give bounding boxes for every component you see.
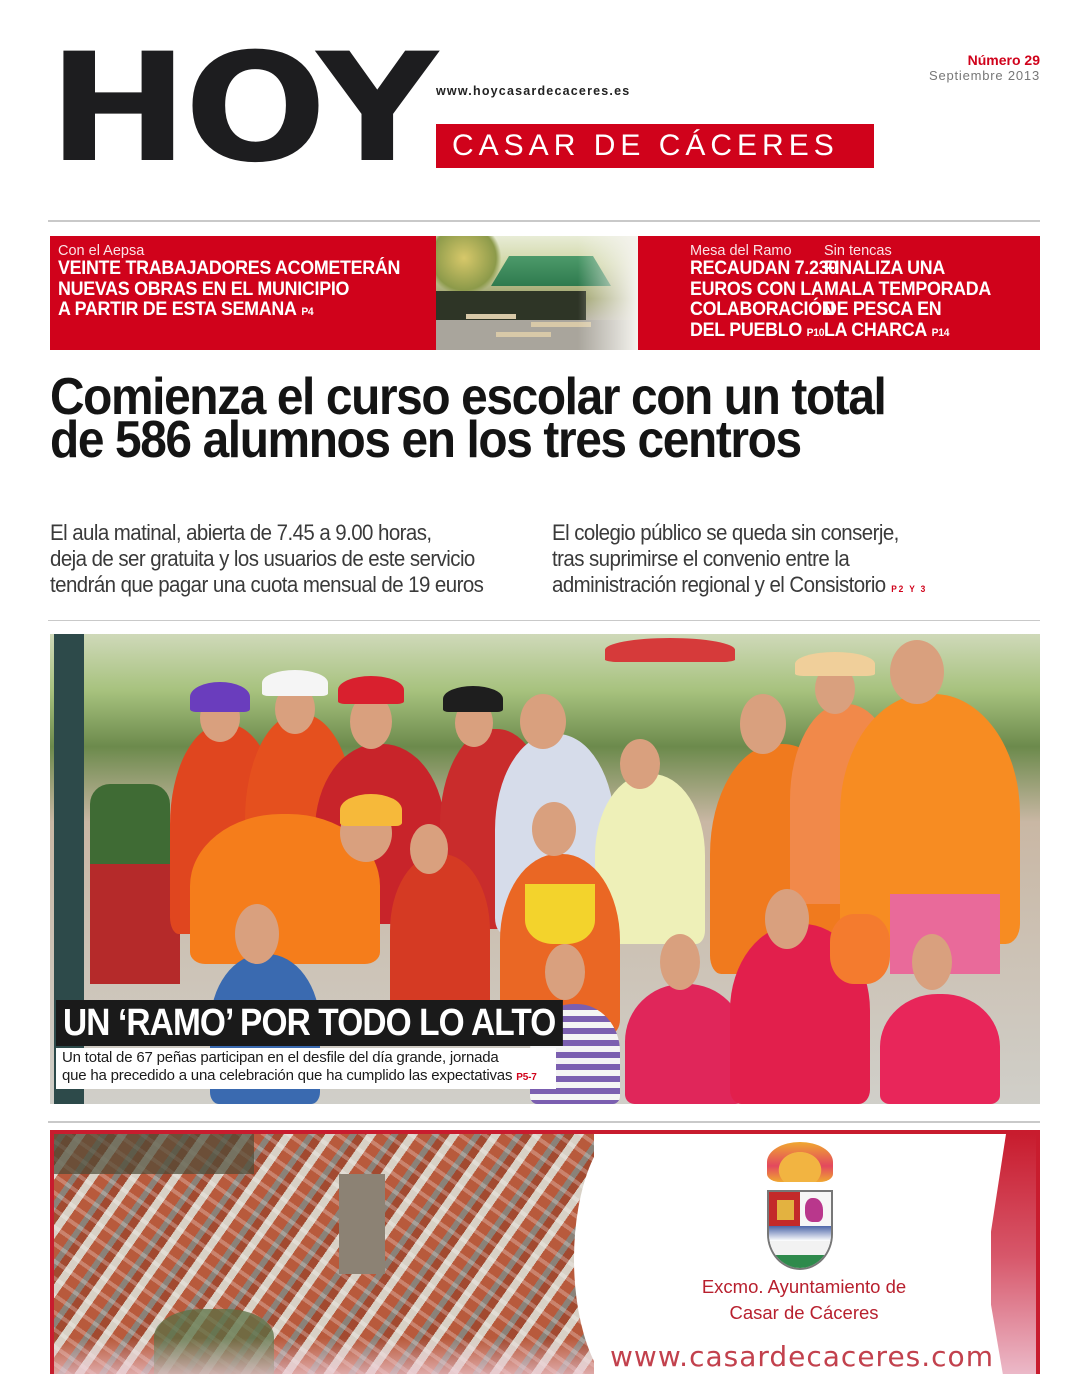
page-ref: P4 bbox=[301, 306, 314, 318]
headline-line: EUROS CON LA bbox=[690, 278, 824, 300]
teaser-headline bbox=[690, 258, 838, 343]
photo-face bbox=[890, 640, 944, 704]
teaser-kicker: Sin tencas bbox=[824, 243, 892, 259]
teaser-aepsa[interactable] bbox=[50, 236, 436, 350]
divider bbox=[48, 1121, 1040, 1123]
photo-face bbox=[620, 739, 660, 789]
photo-hat bbox=[795, 652, 875, 676]
teaser-kicker: Mesa del Ramo bbox=[690, 243, 792, 259]
photo-story-title[interactable]: UN ‘RAMO’ POR TODO LO ALTO bbox=[56, 1000, 562, 1046]
crown-icon bbox=[767, 1142, 833, 1182]
caption-line: Un total de 67 peñas participan en el desfile del día grande, jornada bbox=[62, 1049, 499, 1066]
teaser-headline bbox=[824, 258, 992, 343]
photo-face bbox=[740, 694, 786, 754]
photo-person bbox=[880, 994, 1000, 1104]
photo-face bbox=[532, 802, 576, 856]
lead-deck-right bbox=[552, 520, 927, 602]
photo-story-caption bbox=[56, 1048, 556, 1089]
castle-icon bbox=[777, 1200, 794, 1220]
photo-hillside bbox=[54, 1134, 254, 1174]
headline-line: de 586 alumnos en los tres centros bbox=[50, 411, 801, 469]
issue-number: Número 29 bbox=[967, 52, 1040, 68]
edition-banner: CASAR DE CÁCERES bbox=[436, 124, 874, 168]
headline-line: LA CHARCA bbox=[824, 319, 927, 341]
photo-church-tower bbox=[339, 1174, 385, 1274]
ad-url-link[interactable]: www.casardecaceres.com bbox=[610, 1340, 994, 1373]
teaser-strip bbox=[50, 236, 1040, 350]
photo-bench bbox=[466, 314, 516, 319]
aerial-town-photo bbox=[54, 1134, 594, 1374]
deck-line: El aula matinal, abierta de 7.45 a 9.00 horas, bbox=[50, 520, 432, 545]
photo-face bbox=[765, 889, 809, 949]
photo-face bbox=[660, 934, 700, 990]
headline-line: DE PESCA EN bbox=[824, 299, 942, 320]
lion-icon bbox=[805, 1198, 823, 1222]
headline-line: RECAUDAN 7.230 bbox=[690, 258, 838, 279]
headline-line: Comienza el curso escolar con un total bbox=[50, 368, 886, 426]
teaser-group bbox=[638, 236, 1040, 350]
festival-photo[interactable] bbox=[50, 634, 1040, 1104]
issue-date: Septiembre 2013 bbox=[928, 68, 1040, 83]
deck-line: El colegio público se queda sin conserje, bbox=[552, 520, 899, 545]
photo-hat bbox=[443, 686, 503, 712]
deck-line: administración regional y el Consistorio bbox=[552, 572, 886, 597]
page-ref: P10 bbox=[806, 326, 825, 339]
headline-line: NUEVAS OBRAS EN EL MUNICIPIO bbox=[58, 278, 350, 300]
teaser-mesa-del-ramo[interactable] bbox=[638, 236, 838, 350]
divider bbox=[48, 620, 1040, 621]
teaser-headline bbox=[58, 259, 413, 323]
photo-fade bbox=[578, 236, 638, 350]
newspaper-logo: HOY bbox=[48, 22, 434, 196]
town-hall-advertisement[interactable] bbox=[50, 1130, 1040, 1374]
photo-face bbox=[235, 904, 279, 964]
page-ref: P5-7 bbox=[516, 1072, 537, 1083]
photo-bench bbox=[496, 332, 551, 337]
headline-line: COLABORACIÓN bbox=[690, 299, 835, 320]
photo-person bbox=[390, 854, 490, 1014]
page-ref: P2 Y 3 bbox=[891, 584, 928, 594]
headline-line: FINALIZA UNA bbox=[824, 258, 945, 279]
photo-hat bbox=[262, 670, 328, 696]
site-url-link[interactable]: www.hoycasardecaceres.es bbox=[436, 84, 631, 98]
deck-line: tendrán que pagar una cuota mensual de 19 euros bbox=[50, 572, 484, 597]
org-line: Casar de Cáceres bbox=[729, 1302, 879, 1323]
divider bbox=[48, 220, 1040, 222]
caption-line: que ha precedido a una celebración que ha cumplido las expectativas bbox=[62, 1067, 513, 1084]
photo-hat bbox=[190, 682, 250, 712]
headline-line: VEINTE TRABAJADORES ACOMETERÁN bbox=[58, 258, 401, 279]
photo-fade bbox=[54, 1338, 594, 1374]
org-line: Excmo. Ayuntamiento de bbox=[701, 1276, 907, 1297]
lead-deck-left bbox=[50, 520, 483, 598]
photo-face bbox=[912, 934, 952, 990]
photo-umbrella bbox=[605, 638, 735, 662]
photo-yellow-top bbox=[525, 884, 595, 944]
teaser-photo bbox=[436, 236, 638, 350]
coat-of-arms-icon bbox=[765, 1142, 835, 1270]
photo-orange-bag bbox=[830, 914, 890, 984]
shield-icon bbox=[767, 1190, 833, 1270]
teaser-sin-tencas[interactable] bbox=[824, 236, 992, 350]
photo-hat bbox=[338, 676, 404, 704]
photo-face bbox=[410, 824, 448, 874]
photo-hat bbox=[340, 794, 402, 826]
photo-person bbox=[625, 984, 745, 1104]
headline-line: MALA TEMPORADA bbox=[824, 278, 992, 300]
photo-face bbox=[520, 694, 566, 749]
issue-info bbox=[929, 52, 1040, 83]
lead-headline[interactable] bbox=[50, 368, 970, 469]
page-ref: P14 bbox=[931, 326, 950, 339]
headline-line: DEL PUEBLO bbox=[690, 319, 802, 341]
deck-line: tras suprimirse el convenio entre la bbox=[552, 546, 850, 571]
teaser-kicker: Con el Aepsa bbox=[58, 243, 145, 259]
deck-line: deja de ser gratuita y los usuarios de este servicio bbox=[50, 546, 475, 571]
ad-organization-name bbox=[614, 1274, 994, 1326]
headline-line: A PARTIR DE ESTA SEMANA bbox=[58, 299, 297, 320]
photo-face bbox=[545, 944, 585, 1000]
photo-red-cart bbox=[90, 864, 180, 984]
